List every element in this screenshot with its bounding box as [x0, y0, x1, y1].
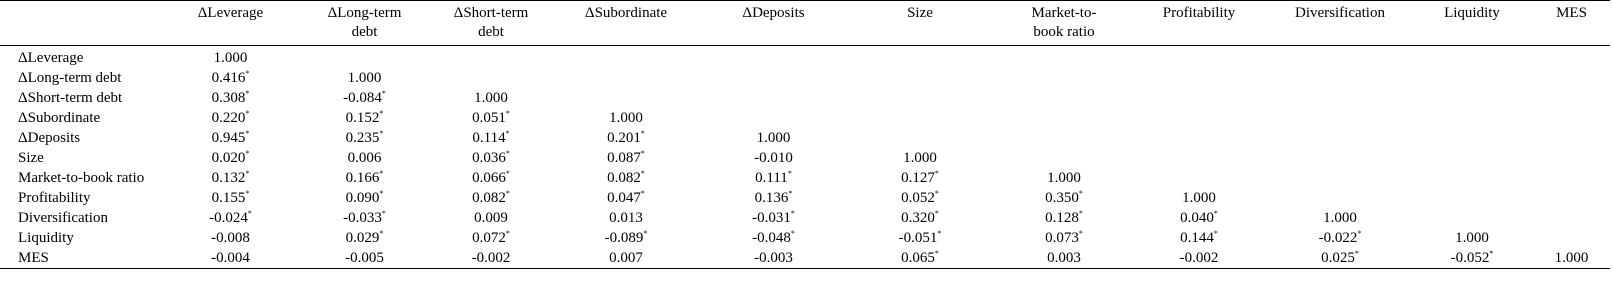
- row-label-text: ΔDeposits: [18, 130, 81, 146]
- table-cell: [546, 46, 706, 69]
- significance-marker: *: [379, 189, 384, 198]
- cell-value: 1.000: [1047, 170, 1081, 186]
- column-header-market-to-book-ratio-label: Market-to-book ratio: [1031, 5, 1097, 40]
- cell-value: 0.006: [347, 150, 382, 166]
- significance-marker: *: [245, 69, 250, 78]
- table-cell: [706, 46, 841, 69]
- table-cell: [1411, 248, 1533, 269]
- table-cell: [1129, 148, 1269, 168]
- significance-marker: *: [787, 169, 792, 178]
- column-header-delta-long-term-debt-label: ΔLong-term debt: [327, 5, 402, 40]
- table-row: [0, 108, 1610, 128]
- table-cell: [841, 168, 999, 188]
- table-cell: [1269, 88, 1411, 108]
- table-cell: [999, 168, 1129, 188]
- table-cell: [168, 228, 293, 248]
- table-cell: [1411, 46, 1533, 69]
- significance-marker: *: [1354, 249, 1359, 258]
- cell-value: 0.320: [901, 210, 935, 226]
- table-cell: [293, 68, 436, 88]
- table-cell: [168, 88, 293, 108]
- table-cell: [706, 88, 841, 108]
- cell-value: -0.024: [209, 210, 248, 226]
- header-row: [0, 1, 1610, 46]
- table-cell: [1533, 188, 1610, 208]
- cell-value: 0.073: [1045, 230, 1079, 246]
- row-label-text: MES: [18, 250, 49, 266]
- column-header-profitability: Profitability: [1162, 5, 1236, 21]
- table-cell: [1129, 248, 1269, 269]
- table-cell: [841, 208, 999, 228]
- table-cell: [1129, 128, 1269, 148]
- table-cell: [436, 188, 546, 208]
- cell-value: 0.025: [1321, 250, 1355, 266]
- significance-marker: *: [381, 89, 386, 98]
- table-cell: [999, 188, 1129, 208]
- table-cell: [1129, 88, 1269, 108]
- cell-value: -0.048: [752, 230, 791, 246]
- table-cell: [168, 168, 293, 188]
- column-header-size: Size: [907, 5, 933, 21]
- table-cell: [293, 248, 436, 269]
- significance-marker: *: [505, 169, 510, 178]
- table-cell: [168, 188, 293, 208]
- cell-value: 0.051: [472, 110, 506, 126]
- table-cell: [293, 148, 436, 168]
- table-row: [0, 148, 1610, 168]
- table-cell: [1411, 188, 1533, 208]
- table-cell: [841, 68, 999, 88]
- row-label: [0, 128, 168, 148]
- column-header-delta-long-term-debt: [293, 1, 436, 46]
- significance-marker: *: [245, 149, 250, 158]
- table-cell: [1269, 168, 1411, 188]
- significance-marker: *: [640, 189, 645, 198]
- column-header-diversification: Diversification: [1295, 5, 1385, 21]
- cell-value: -0.031: [752, 210, 791, 226]
- table-cell: [999, 108, 1129, 128]
- table-cell: [1533, 108, 1610, 128]
- cell-value: 0.128: [1045, 210, 1079, 226]
- table-row: [0, 88, 1610, 108]
- significance-marker: *: [245, 109, 250, 118]
- significance-marker: *: [790, 229, 795, 238]
- table-cell: [436, 128, 546, 148]
- cell-value: 0.111: [755, 170, 788, 186]
- table-cell: [999, 88, 1129, 108]
- table-cell: [1411, 148, 1533, 168]
- cell-value: 1.000: [1182, 190, 1216, 206]
- cell-value: 0.082: [472, 190, 506, 206]
- row-label-text: Size: [18, 150, 44, 166]
- table-cell: [436, 248, 546, 269]
- table-cell: [841, 148, 999, 168]
- significance-marker: *: [379, 109, 384, 118]
- cell-value: 0.090: [345, 190, 380, 206]
- significance-marker: *: [505, 129, 510, 138]
- significance-marker: *: [245, 189, 250, 198]
- table-cell: [1533, 88, 1610, 108]
- row-label-text: Profitability: [18, 190, 91, 206]
- cell-value: 0.007: [609, 250, 643, 266]
- table-cell: [436, 208, 546, 228]
- table-cell: [168, 68, 293, 88]
- column-header-delta-deposits: ΔDeposits: [742, 5, 805, 21]
- row-label: [0, 68, 168, 88]
- row-label: [0, 168, 168, 188]
- significance-marker: *: [640, 169, 645, 178]
- table-cell: [293, 128, 436, 148]
- row-label: [0, 108, 168, 128]
- significance-marker: *: [1078, 229, 1083, 238]
- row-label: [0, 88, 168, 108]
- table-row: [0, 228, 1610, 248]
- table-cell: [546, 88, 706, 108]
- table-cell: [1411, 228, 1533, 248]
- row-label-text: Market-to-book ratio: [18, 170, 145, 186]
- row-label-text: ΔLong-term debt: [18, 70, 122, 86]
- cell-value: 1.000: [213, 50, 248, 66]
- cell-value: 0.166: [345, 170, 380, 186]
- table-cell: [1269, 228, 1411, 248]
- table-row: [0, 46, 1610, 69]
- table-cell: [546, 68, 706, 88]
- cell-value: 0.013: [609, 210, 643, 226]
- cell-value: 0.416: [211, 70, 246, 86]
- cell-value: -0.003: [754, 250, 793, 266]
- table-cell: [546, 248, 706, 269]
- row-label: [0, 46, 168, 69]
- cell-value: 1.000: [609, 110, 643, 126]
- row-label: [0, 228, 168, 248]
- cell-value: -0.052: [1450, 250, 1490, 266]
- table-cell: [841, 228, 999, 248]
- table-cell: [546, 148, 706, 168]
- table-cell: [546, 188, 706, 208]
- cell-value: 0.350: [1045, 190, 1079, 206]
- cell-value: 0.945: [211, 130, 246, 146]
- table-cell: [1129, 108, 1269, 128]
- cell-value: 0.132: [211, 170, 246, 186]
- significance-marker: *: [379, 229, 384, 238]
- row-label: [0, 208, 168, 228]
- table-cell: [1411, 88, 1533, 108]
- significance-marker: *: [934, 249, 939, 258]
- table-cell: [293, 208, 436, 228]
- row-label: [0, 248, 168, 269]
- table-cell: [546, 128, 706, 148]
- table-cell: [436, 108, 546, 128]
- table-cell: [706, 148, 841, 168]
- row-label-text: Liquidity: [18, 230, 74, 246]
- significance-marker: *: [640, 129, 645, 138]
- row-label-text: ΔSubordinate: [18, 110, 101, 126]
- cell-value: 0.087: [607, 150, 641, 166]
- significance-marker: *: [505, 189, 510, 198]
- cell-value: -0.051: [898, 230, 938, 246]
- table-row: [0, 248, 1610, 269]
- table-cell: [706, 128, 841, 148]
- table-cell: [1533, 46, 1610, 69]
- table-cell: [1269, 208, 1411, 228]
- significance-marker: *: [379, 169, 384, 178]
- cell-value: 0.082: [607, 170, 641, 186]
- row-label-text: Diversification: [18, 210, 108, 226]
- cell-value: 0.308: [211, 90, 246, 106]
- table-cell: [999, 248, 1129, 269]
- cell-value: -0.033: [343, 210, 382, 226]
- table-cell: [293, 168, 436, 188]
- significance-marker: *: [245, 129, 250, 138]
- table-cell: [546, 228, 706, 248]
- table-cell: [546, 208, 706, 228]
- cell-value: 0.072: [472, 230, 506, 246]
- table-cell: [293, 108, 436, 128]
- column-header-market-to-book-ratio: [999, 1, 1129, 46]
- column-header-delta-short-term-debt: [436, 1, 546, 46]
- cell-value: -0.089: [604, 230, 644, 246]
- significance-marker: *: [788, 189, 793, 198]
- significance-marker: *: [1078, 209, 1083, 218]
- table-cell: [293, 188, 436, 208]
- cell-value: 0.065: [901, 250, 935, 266]
- cell-value: 0.127: [901, 170, 935, 186]
- cell-value: 0.235: [345, 130, 380, 146]
- table-row: [0, 208, 1610, 228]
- table-cell: [706, 108, 841, 128]
- table-cell: [436, 168, 546, 188]
- significance-marker: *: [379, 129, 384, 138]
- table-cell: [1129, 46, 1269, 69]
- cell-value: 1.000: [1323, 210, 1357, 226]
- cell-value: -0.022: [1318, 230, 1358, 246]
- table-cell: [1533, 168, 1610, 188]
- table-cell: [168, 148, 293, 168]
- cell-value: 0.003: [1047, 250, 1081, 266]
- table-cell: [1411, 108, 1533, 128]
- cell-value: 0.152: [345, 110, 380, 126]
- cell-value: 0.144: [1180, 230, 1214, 246]
- significance-marker: *: [505, 229, 510, 238]
- column-header-delta-short-term-debt-label: ΔShort-term debt: [453, 5, 529, 40]
- row-label-text: ΔLeverage: [18, 50, 84, 66]
- table-cell: [1411, 208, 1533, 228]
- cell-value: -0.084: [343, 90, 382, 106]
- table-cell: [436, 148, 546, 168]
- table-cell: [546, 168, 706, 188]
- significance-marker: *: [381, 209, 386, 218]
- table-cell: [841, 88, 999, 108]
- cell-value: 0.066: [472, 170, 506, 186]
- table-row: [0, 168, 1610, 188]
- table-cell: [1533, 148, 1610, 168]
- cell-value: 1.000: [1455, 230, 1489, 246]
- cell-value: 1.000: [903, 150, 937, 166]
- table-cell: [1411, 168, 1533, 188]
- cell-value: -0.002: [1179, 250, 1219, 266]
- table-body: [0, 46, 1610, 269]
- row-label: [0, 148, 168, 168]
- table-cell: [1129, 168, 1269, 188]
- table-cell: [1533, 248, 1610, 269]
- table-cell: [436, 88, 546, 108]
- cell-value: -0.004: [211, 250, 250, 266]
- cell-value: 1.000: [756, 130, 791, 146]
- table-cell: [841, 248, 999, 269]
- cell-value: 0.220: [211, 110, 246, 126]
- significance-marker: *: [934, 169, 939, 178]
- table-cell: [168, 128, 293, 148]
- cell-value: 0.029: [345, 230, 380, 246]
- table-cell: [1269, 68, 1411, 88]
- cell-value: -0.010: [754, 150, 793, 166]
- column-header-mes: MES: [1556, 5, 1587, 21]
- cell-value: 1.000: [1554, 250, 1589, 266]
- table-cell: [1269, 46, 1411, 69]
- table-cell: [706, 208, 841, 228]
- row-label: [0, 188, 168, 208]
- table-cell: [1129, 68, 1269, 88]
- table-cell: [436, 46, 546, 69]
- table-cell: [1533, 128, 1610, 148]
- table-cell: [1533, 228, 1610, 248]
- table-cell: [999, 68, 1129, 88]
- significance-marker: *: [1489, 249, 1494, 258]
- column-header-delta-leverage: ΔLeverage: [197, 5, 264, 21]
- significance-marker: *: [247, 209, 252, 218]
- significance-marker: *: [640, 149, 645, 158]
- column-header-liquidity: Liquidity: [1444, 5, 1500, 21]
- table-cell: [293, 46, 436, 69]
- table-cell: [1269, 108, 1411, 128]
- table-row: [0, 188, 1610, 208]
- cell-value: 0.009: [474, 210, 508, 226]
- table-cell: [1129, 188, 1269, 208]
- cell-value: 0.201: [607, 130, 641, 146]
- table-cell: [1129, 208, 1269, 228]
- table-cell: [999, 128, 1129, 148]
- cell-value: 0.040: [1180, 210, 1214, 226]
- table-cell: [841, 46, 999, 69]
- table-cell: [293, 228, 436, 248]
- table-cell: [168, 108, 293, 128]
- cell-value: -0.005: [345, 250, 384, 266]
- significance-marker: *: [505, 109, 510, 118]
- table-cell: [999, 208, 1129, 228]
- table-cell: [706, 188, 841, 208]
- significance-marker: *: [245, 169, 250, 178]
- cell-value: 0.136: [754, 190, 789, 206]
- table-cell: [999, 148, 1129, 168]
- cell-value: 1.000: [474, 90, 508, 106]
- table-cell: [706, 68, 841, 88]
- cell-value: 0.047: [607, 190, 641, 206]
- table-cell: [436, 228, 546, 248]
- table-cell: [841, 128, 999, 148]
- table-cell: [706, 228, 841, 248]
- cell-value: 0.052: [901, 190, 935, 206]
- table-cell: [168, 208, 293, 228]
- significance-marker: *: [245, 89, 250, 98]
- column-header-delta-subordinate: ΔSubordinate: [584, 5, 668, 21]
- cell-value: 0.155: [211, 190, 246, 206]
- significance-marker: *: [1078, 189, 1083, 198]
- table-cell: [1411, 128, 1533, 148]
- table-cell: [706, 248, 841, 269]
- cell-value: 1.000: [347, 70, 382, 86]
- significance-marker: *: [1213, 229, 1218, 238]
- table-cell: [168, 46, 293, 69]
- table-cell: [168, 248, 293, 269]
- table-cell: [999, 46, 1129, 69]
- significance-marker: *: [937, 229, 942, 238]
- cell-value: 0.020: [211, 150, 246, 166]
- table-cell: [1269, 188, 1411, 208]
- significance-marker: *: [1213, 209, 1218, 218]
- significance-marker: *: [643, 229, 648, 238]
- table-cell: [1533, 208, 1610, 228]
- table-cell: [841, 188, 999, 208]
- table-cell: [999, 228, 1129, 248]
- cell-value: 0.114: [472, 130, 506, 146]
- table-cell: [1129, 228, 1269, 248]
- row-label-text: ΔShort-term debt: [18, 90, 123, 106]
- table-row: [0, 68, 1610, 88]
- significance-marker: *: [934, 189, 939, 198]
- significance-marker: *: [1357, 229, 1362, 238]
- significance-marker: *: [934, 209, 939, 218]
- table-row: [0, 128, 1610, 148]
- table-cell: [706, 168, 841, 188]
- significance-marker: *: [505, 149, 510, 158]
- table-cell: [1533, 68, 1610, 88]
- table-cell: [293, 88, 436, 108]
- table-cell: [1269, 148, 1411, 168]
- column-header-corner: [0, 1, 168, 46]
- table-cell: [1411, 68, 1533, 88]
- table-cell: [546, 108, 706, 128]
- table-cell: [841, 108, 999, 128]
- cell-value: -0.002: [471, 250, 511, 266]
- significance-marker: *: [790, 209, 795, 218]
- cell-value: -0.008: [211, 230, 250, 246]
- table-cell: [1269, 248, 1411, 269]
- table-cell: [436, 68, 546, 88]
- table-cell: [1269, 128, 1411, 148]
- cell-value: 0.036: [472, 150, 506, 166]
